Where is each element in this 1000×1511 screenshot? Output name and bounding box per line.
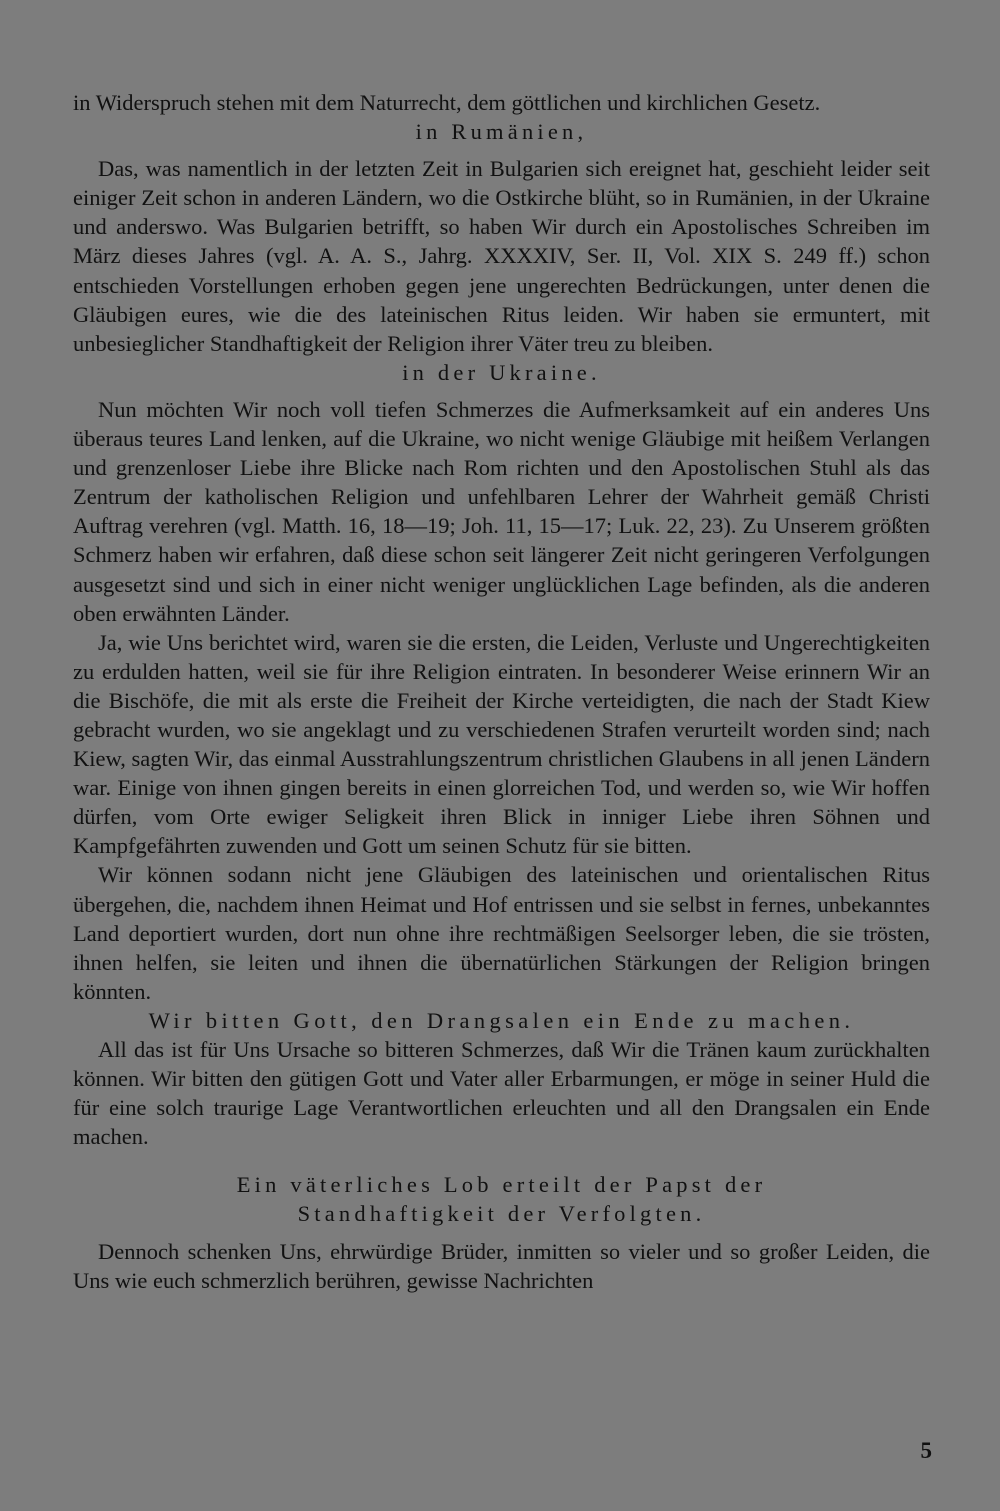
document-page (73, 88, 930, 1295)
spacer (73, 146, 930, 154)
heading-ukraine: in der Ukraine. (402, 359, 601, 385)
heading-gott: Wir bitten Gott, den Drangsalen ein Ende zu machen. (148, 1007, 855, 1033)
spacer (73, 387, 930, 395)
paragraph-schmerz: All das ist für Uns Ursache so bitteren Schmerzes, daß Wir die Tränen kaum zurückhalten können. Wir bitten den gütigen Gott und Vater aller Erbarmungen, er möge in seiner Huld die für eine solch traurige Lage Verantwortlichen erleuchten und all den Drangsalen ein Ende machen. (73, 1037, 930, 1150)
paragraph-bischoefe: Ja, wie Uns berichtet wird, waren sie die ersten, die Leiden, Verluste und Ungerechtigkeiten zu erdulden hatten, weil sie für ihre Religion eintraten. In besonderer Weise erinnern Wir an die Bischöfe, die mit als erste die Freiheit der Kirche verteidigten, die nach der Stadt Kiew gebracht wurden, wo sie angeklagt und zu verschiedenen Strafen verurteilt worden sind; nach Kiew, sagten Wir, das einmal Ausstrahlungszentrum christlichen Glaubens in all jenen Ländern war. Einige von ihnen gingen bereits in einen glorreichen Tod, und werden so, wie Wir hoffen dürfen, vom Orte ewiger Seligkeit ihren Blick in inniger Liebe ihren Söhnen und Kampfgefährten zuwenden und Gott um seinen Schutz für sie bitten. (73, 629, 930, 859)
spacer (73, 1151, 930, 1170)
paragraph-ukraine: Nun möchten Wir noch voll tiefen Schmerzes die Aufmerksamkeit auf ein anderes Uns überaus teures Land lenken, auf die Ukraine, wo nicht wenige Gläubige mit heißem Verlangen und grenzenloser Liebe ihre Blicke nach Rom richten und den Apostolischen Stuhl als das Zentrum der katholischen Religion und unfehlbaren Lehrer der Wahrheit gemäß Christi Auftrag verehren (vgl. Matth. 16, 18—19; Joh. 11, 15—17; Luk. 22, 23). Zu Unserem größten Schmerz haben wir erfahren, daß diese schon seit längerer Zeit nicht geringeren Verfolgungen ausgesetzt sind und sich in einer nicht weniger unglücklichen Lage befinden, als die anderen oben erwähnten Länder. (73, 396, 930, 626)
heading-lob-line-2: Standhaftigkeit der Verfolgten. (297, 1201, 706, 1227)
page-number: 5 (920, 1438, 932, 1463)
paragraph-deportierte: Wir können sodann nicht jene Gläubigen des lateinischen und orientalischen Ritus übergehen, die, nachdem ihnen Heimat und Hof entrissen und sie selbst in fernes, unbekanntes Land deportiert wurden, dort nun ohne ihre rechtmäßigen Seelsorger leben, die sie trösten, ihnen helfen, sie leiten und ihnen die übernatürlichen Stärkungen der Religion bringen könnten. (73, 862, 930, 1004)
paragraph-nachrichten: Dennoch schenken Uns, ehrwürdige Brüder, inmitten so vieler und so großer Leiden, die Uns wie euch schmerzlich berühren, gewisse Nachrichten (73, 1238, 930, 1293)
heading-lob-line-1: Ein väterliches Lob erteilt der Papst der (236, 1172, 767, 1198)
spacer (73, 1229, 930, 1237)
intro-paragraph: in Widerspruch stehen mit dem Naturrecht, dem göttlichen und kirchlichen Gesetz. (73, 90, 821, 115)
paragraph-bulgarien: Das, was namentlich in der letzten Zeit in Bulgarien sich ereignet hat, geschieht leider seit einiger Zeit schon in anderen Ländern, wo die Ostkirche blüht, so in Rumänien, in der Ukraine und anderswo. Was Bulgarien betrifft, so haben Wir durch ein Apostolisches Schreiben im März dieses Jahres (vgl. A. A. S., Jahrg. XXXXIV, Ser. II, Vol. XIX S. 249 ff.) schon entschieden Vorstellungen erhoben gegen jene ungerechten Bedrückungen, unter denen die Gläubigen eures, wie die des lateinischen Ritus leiden. Wir haben sie ermuntert, mit unbesieglicher Standhaftigkeit der Religion ihrer Väter treu zu bleiben. (73, 156, 930, 356)
heading-rumaenien: in Rumänien, (415, 119, 588, 145)
